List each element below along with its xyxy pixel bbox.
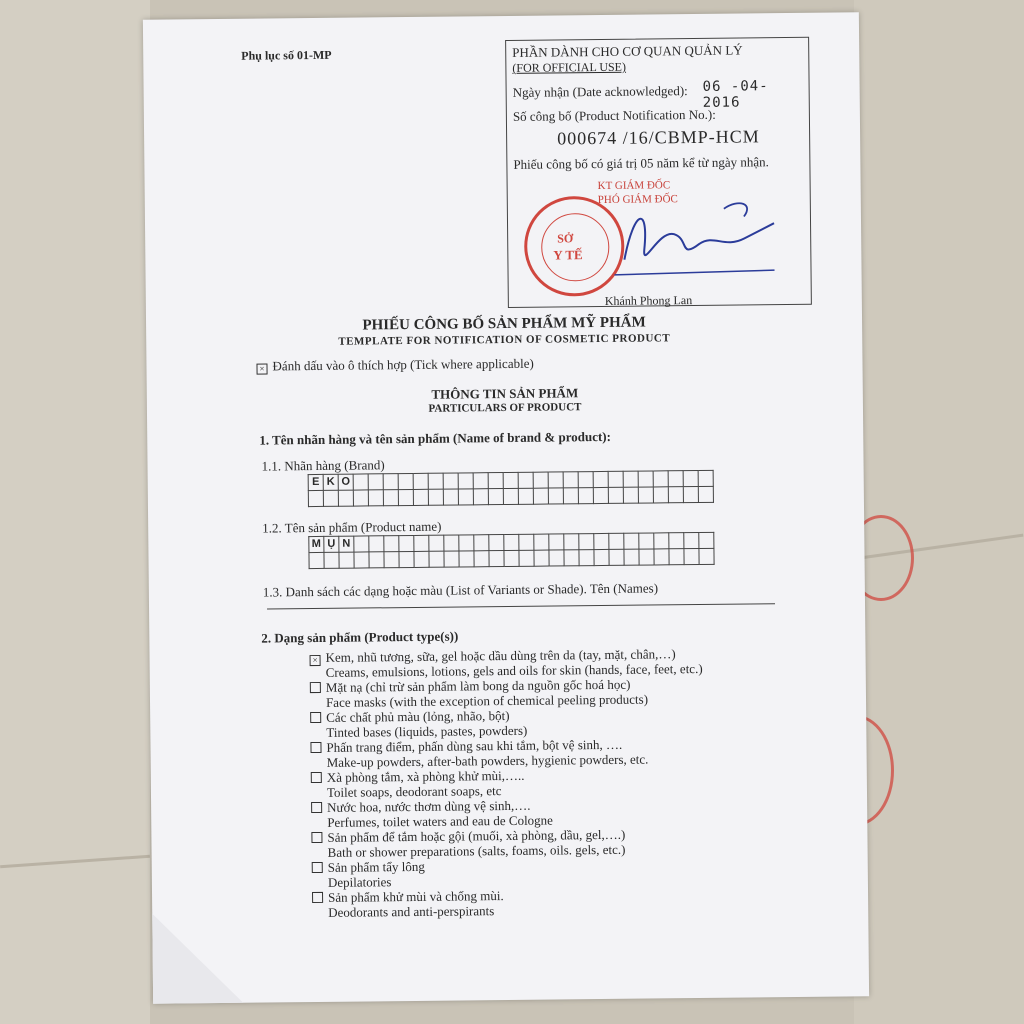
product-type-en: Make-up powders, after-bath powders, hygienic powders, etc. [326,751,649,770]
letter-cell[interactable] [639,533,654,549]
letter-cell[interactable] [324,552,339,568]
letter-cell[interactable] [368,474,383,490]
letter-cell[interactable] [563,472,578,488]
form-title-en: TEMPLATE FOR NOTIFICATION OF COSMETIC PRODUCT [338,332,671,348]
letter-cell[interactable] [443,489,458,505]
empty-checkbox-icon[interactable] [312,892,323,903]
letter-cell[interactable] [578,488,593,504]
letter-cell[interactable] [638,471,653,487]
signer-name: Khánh Phong Lan [604,293,693,308]
notification-form-page [143,12,869,1003]
letter-cell[interactable] [414,551,429,567]
letter-cell[interactable] [489,551,504,567]
official-box-subtitle: (FOR OFFICIAL USE) [512,59,627,75]
letter-cell[interactable] [579,550,594,566]
letter-cell[interactable] [309,552,324,568]
deputy-director-label: PHÓ GIÁM ĐỐC [597,193,678,207]
letter-cell[interactable] [399,535,414,551]
letter-cell[interactable] [504,550,519,566]
letter-cell[interactable] [383,490,398,506]
letter-cell[interactable] [369,552,384,568]
letter-cell[interactable] [638,487,653,503]
letter-cell[interactable] [323,490,338,506]
official-use-box [505,37,812,308]
letter-cell[interactable] [594,533,609,549]
product-type-vi: Nước hoa, nước thơm dùng vệ sinh,…. [327,797,531,815]
letter-cell[interactable] [608,471,623,487]
empty-checkbox-icon[interactable] [312,862,323,873]
letter-cell[interactable] [308,490,323,506]
seal-text-so: SỞ [557,231,574,246]
empty-checkbox-icon[interactable] [310,682,321,693]
letter-cell[interactable] [639,549,654,565]
date-acknowledged-label: Ngày nhận (Date acknowledged): [512,83,688,100]
product-type-option[interactable] [311,827,625,860]
letter-cell[interactable] [384,536,399,552]
letter-cell[interactable]: E [308,474,323,490]
annex-label: Phụ lục số 01-MP [241,47,332,63]
letter-cell[interactable] [503,472,518,488]
letter-cell[interactable] [549,550,564,566]
letter-cell[interactable] [413,489,428,505]
brand-letter-grid[interactable] [308,470,714,507]
letter-cell[interactable] [623,487,638,503]
product-type-en: Deodorants and anti-perspirants [328,903,495,920]
letter-cell[interactable] [564,550,579,566]
letter-cell[interactable] [353,474,368,490]
product-type-vi: Phấn trang điểm, phấn dùng sau khi tắm, bột vệ sinh, …. [326,736,623,755]
letter-cell[interactable] [699,532,714,548]
letter-cell[interactable] [548,472,563,488]
product-type-vi: Sản phẩm để tắm hoặc gội (muối, xà phòng, dầu, gel,….) [327,826,626,845]
letter-cell[interactable] [534,550,549,566]
letter-cell[interactable] [474,535,489,551]
product-type-vi: Kem, nhũ tương, sữa, gel hoặc dầu dùng trên da (tay, mặt, chân,…) [325,646,676,665]
empty-checkbox-icon[interactable] [310,712,321,723]
letter-cell[interactable] [518,472,533,488]
product-type-option[interactable] [312,888,504,920]
letter-cell[interactable] [698,470,713,486]
letter-cell[interactable] [668,487,683,503]
letter-cell[interactable] [414,535,429,551]
letter-cell[interactable] [594,549,609,565]
question-1-1-label: 1.1. Nhãn hàng (Brand) [261,457,385,474]
letter-cell[interactable] [699,548,714,564]
letter-cell[interactable] [444,551,459,567]
letter-cell[interactable] [683,486,698,502]
handwritten-signature [604,198,785,280]
product-type-option[interactable] [311,768,525,800]
letter-cell[interactable] [369,536,384,552]
checked-box-icon[interactable]: × [310,655,321,666]
letter-cell[interactable] [653,471,668,487]
product-type-en: Creams, emulsions, lotions, gels and oils for skin (hands, face, feet, etc.) [325,660,703,680]
letter-cell[interactable] [593,487,608,503]
product-type-en: Bath or shower preparations (salts, foams, oils. gels, etc.) [327,841,626,860]
letter-cell[interactable]: Ụ [324,536,339,552]
letter-cell[interactable] [428,489,443,505]
letter-cell[interactable]: N [339,536,354,552]
floor-tile-right [854,0,1024,1024]
section-title-vi: THÔNG TIN SẢN PHẨM [431,385,579,402]
letter-cell[interactable] [533,488,548,504]
section-title-en: PARTICULARS OF PRODUCT [428,401,582,415]
letter-cell[interactable] [564,534,579,550]
letter-cell[interactable] [503,488,518,504]
letter-cell[interactable] [398,473,413,489]
product-type-option[interactable] [311,798,553,831]
letter-cell[interactable] [683,470,698,486]
question-1-heading: 1. Tên nhãn hàng và tên sản phẩm (Name of brand & product): [259,428,612,448]
letter-cell[interactable] [608,487,623,503]
question-2-heading: 2. Dạng sản phẩm (Product type(s)) [261,628,459,646]
letter-cell[interactable] [624,549,639,565]
letter-cell[interactable] [473,489,488,505]
product-type-en: Tinted bases (liquids, pastes, powders) [326,722,528,740]
letter-cell[interactable] [473,473,488,489]
letter-cell[interactable]: K [323,474,338,490]
validity-note: Phiếu công bố có giá trị 05 năm kể từ ngày nhận. [513,154,769,172]
letter-cell[interactable] [654,533,669,549]
letter-cell[interactable] [459,551,474,567]
letter-cell[interactable] [668,471,683,487]
letter-cell[interactable] [624,533,639,549]
question-1-3-label: 1.3. Danh sách các dạng hoặc màu (List of Variants or Shade). Tên (Names) [262,580,659,600]
letter-cell[interactable] [488,473,503,489]
product-type-vi: Xà phòng tắm, xà phòng khử mùi,….. [326,767,525,785]
letter-cell[interactable] [669,549,684,565]
letter-cell[interactable] [458,489,473,505]
letter-cell[interactable] [623,471,638,487]
letter-cell[interactable] [429,535,444,551]
date-acknowledged-value: 06 -04- 2016 [702,78,769,111]
letter-cell[interactable] [384,552,399,568]
letter-cell[interactable] [504,534,519,550]
letter-cell[interactable] [429,551,444,567]
empty-checkbox-icon[interactable] [311,772,322,783]
letter-cell[interactable] [444,535,459,551]
letter-cell[interactable] [353,490,368,506]
director-on-behalf-label: KT GIÁM ĐỐC [597,179,671,193]
product-type-option[interactable] [312,859,425,890]
floor-tile-left [0,0,150,1024]
letter-cell[interactable] [459,535,474,551]
letter-cell[interactable] [654,549,669,565]
letter-cell[interactable] [458,473,473,489]
letter-cell[interactable] [338,490,353,506]
letter-cell[interactable] [413,473,428,489]
empty-checkbox-icon[interactable] [311,802,322,813]
product-type-option[interactable] [310,677,648,711]
letter-cell[interactable] [698,486,713,502]
letter-cell[interactable]: M [309,536,324,552]
product-type-option[interactable] [310,708,527,740]
letter-cell[interactable]: O [338,474,353,490]
checked-box-icon: × [256,363,267,374]
product-type-en: Depilatories [327,874,392,890]
tick-instruction [256,356,533,375]
letter-cell[interactable] [609,533,624,549]
letter-cell[interactable] [443,473,458,489]
product-type-en: Toilet soaps, deodorant soaps, etc [326,783,502,800]
letter-cell[interactable] [474,551,489,567]
letter-cell[interactable] [534,534,549,550]
letter-cell[interactable] [368,490,383,506]
letter-cell[interactable] [609,549,624,565]
product-name-letter-grid[interactable] [308,532,714,569]
letter-cell[interactable] [399,551,414,567]
product-type-option[interactable] [309,646,702,680]
letter-cell[interactable] [549,534,564,550]
empty-checkbox-icon[interactable] [310,742,321,753]
letter-cell[interactable] [383,474,398,490]
letter-cell[interactable] [548,488,563,504]
letter-cell[interactable] [684,548,699,564]
product-type-en: Face masks (with the exception of chemical peeling products) [325,691,649,710]
product-type-option[interactable] [310,737,648,771]
tick-instruction-text: Đánh dấu vào ô thích hợp (Tick where applicable) [272,355,534,374]
letter-cell[interactable] [354,536,369,552]
letter-cell[interactable] [578,472,593,488]
letter-cell[interactable] [339,552,354,568]
official-box-title: PHẦN DÀNH CHO CƠ QUAN QUẢN LÝ [512,42,743,60]
form-title-vi: PHIẾU CÔNG BỐ SẢN PHẨM MỸ PHẨM [362,314,646,334]
letter-cell[interactable] [653,487,668,503]
letter-cell[interactable] [533,472,548,488]
notification-number-value: 000674 /16/CBMP-HCM [557,126,760,149]
letter-cell[interactable] [579,534,594,550]
folded-corner [152,913,243,1004]
letter-cell[interactable] [684,532,699,548]
question-1-2-label: 1.2. Tên sản phẩm (Product name) [262,518,442,536]
empty-checkbox-icon[interactable] [311,832,322,843]
letter-cell[interactable] [519,534,534,550]
letter-cell[interactable] [488,489,503,505]
notification-number-label: Số công bố (Product Notification No.): [512,106,716,124]
letter-cell[interactable] [518,488,533,504]
letter-cell[interactable] [669,533,684,549]
letter-cell[interactable] [563,488,578,504]
letter-cell[interactable] [398,489,413,505]
product-type-vi: Sản phẩm khử mùi và chống mùi. [327,888,504,905]
letter-cell[interactable] [428,473,443,489]
product-type-vi: Các chất phủ màu (lỏng, nhão, bột) [326,707,510,725]
letter-cell[interactable] [489,535,504,551]
letter-cell[interactable] [593,471,608,487]
product-type-en: Perfumes, toilet waters and eau de Cologne [327,812,553,830]
product-type-vi: Sản phẩm tẩy lông [327,858,425,875]
seal-text-yte: Y TẾ [553,247,583,263]
divider-line [267,603,775,609]
letter-cell[interactable] [519,550,534,566]
product-type-vi: Mặt nạ (chỉ trừ sản phẩm làm bong da nguồn gốc hoá học) [325,676,631,695]
letter-cell[interactable] [354,552,369,568]
